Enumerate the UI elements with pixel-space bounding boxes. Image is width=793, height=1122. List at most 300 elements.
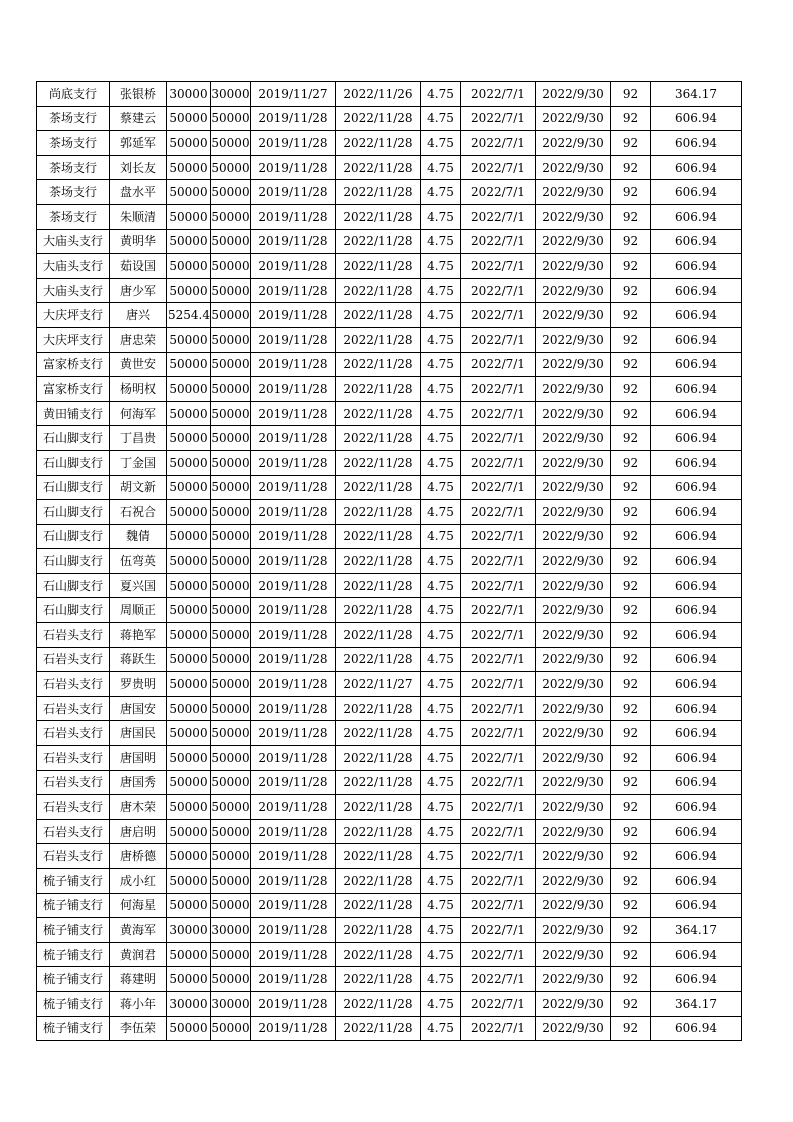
table-row xyxy=(37,573,742,598)
borrower-name-cell: 石祝合 xyxy=(110,500,167,525)
interest-days-cell: 92 xyxy=(611,229,651,254)
interest-amount-cell: 606.94 xyxy=(651,450,742,475)
interest-start-date-cell: 2022/7/1 xyxy=(461,647,536,672)
issue-date-cell: 2019/11/28 xyxy=(251,869,336,894)
interest-amount-cell: 606.94 xyxy=(651,180,742,205)
issue-date-cell: 2019/11/28 xyxy=(251,131,336,156)
interest-end-date-cell: 2022/9/30 xyxy=(536,991,611,1016)
interest-end-date-cell: 2022/9/30 xyxy=(536,426,611,451)
principal-cell: 50000 xyxy=(211,450,251,475)
interest-rate-cell: 4.75 xyxy=(421,1016,461,1041)
principal-cell: 50000 xyxy=(211,598,251,623)
interest-start-date-cell: 2022/7/1 xyxy=(461,475,536,500)
principal-cell: 50000 xyxy=(211,746,251,771)
issue-date-cell: 2019/11/27 xyxy=(251,82,336,107)
interest-days-cell: 92 xyxy=(611,401,651,426)
table-row xyxy=(37,696,742,721)
branch-cell: 大庙头支行 xyxy=(37,229,110,254)
loan-amount-cell: 50000 xyxy=(167,967,211,992)
interest-rate-cell: 4.75 xyxy=(421,106,461,131)
interest-days-cell: 92 xyxy=(611,991,651,1016)
issue-date-cell: 2019/11/28 xyxy=(251,377,336,402)
interest-amount-cell: 606.94 xyxy=(651,967,742,992)
principal-cell: 50000 xyxy=(211,401,251,426)
table-row xyxy=(37,426,742,451)
interest-rate-cell: 4.75 xyxy=(421,254,461,279)
borrower-name-cell: 何海军 xyxy=(110,401,167,426)
loan-amount-cell: 50000 xyxy=(167,524,211,549)
interest-end-date-cell: 2022/9/30 xyxy=(536,524,611,549)
interest-days-cell: 92 xyxy=(611,303,651,328)
interest-days-cell: 92 xyxy=(611,377,651,402)
maturity-date-cell: 2022/11/28 xyxy=(336,180,421,205)
interest-rate-cell: 4.75 xyxy=(421,377,461,402)
interest-end-date-cell: 2022/9/30 xyxy=(536,475,611,500)
interest-rate-cell: 4.75 xyxy=(421,327,461,352)
maturity-date-cell: 2022/11/28 xyxy=(336,278,421,303)
interest-rate-cell: 4.75 xyxy=(421,155,461,180)
interest-end-date-cell: 2022/9/30 xyxy=(536,746,611,771)
loan-amount-cell: 50000 xyxy=(167,155,211,180)
interest-rate-cell: 4.75 xyxy=(421,696,461,721)
table-row xyxy=(37,155,742,180)
interest-start-date-cell: 2022/7/1 xyxy=(461,696,536,721)
loan-amount-cell: 50000 xyxy=(167,377,211,402)
loan-interest-table xyxy=(36,81,742,1041)
interest-amount-cell: 606.94 xyxy=(651,229,742,254)
interest-rate-cell: 4.75 xyxy=(421,352,461,377)
loan-amount-cell: 50000 xyxy=(167,942,211,967)
interest-start-date-cell: 2022/7/1 xyxy=(461,254,536,279)
interest-amount-cell: 606.94 xyxy=(651,893,742,918)
table-row xyxy=(37,844,742,869)
borrower-name-cell: 蔡建云 xyxy=(110,106,167,131)
interest-start-date-cell: 2022/7/1 xyxy=(461,893,536,918)
interest-amount-cell: 606.94 xyxy=(651,623,742,648)
interest-start-date-cell: 2022/7/1 xyxy=(461,1016,536,1041)
interest-amount-cell: 606.94 xyxy=(651,573,742,598)
borrower-name-cell: 丁金国 xyxy=(110,450,167,475)
principal-cell: 50000 xyxy=(211,942,251,967)
interest-days-cell: 92 xyxy=(611,500,651,525)
issue-date-cell: 2019/11/28 xyxy=(251,573,336,598)
interest-end-date-cell: 2022/9/30 xyxy=(536,500,611,525)
branch-cell: 石岩头支行 xyxy=(37,623,110,648)
loan-amount-cell: 30000 xyxy=(167,918,211,943)
maturity-date-cell: 2022/11/28 xyxy=(336,918,421,943)
borrower-name-cell: 成小红 xyxy=(110,869,167,894)
branch-cell: 茶场支行 xyxy=(37,131,110,156)
loan-amount-cell: 50000 xyxy=(167,426,211,451)
interest-amount-cell: 606.94 xyxy=(651,844,742,869)
interest-amount-cell: 606.94 xyxy=(651,475,742,500)
interest-rate-cell: 4.75 xyxy=(421,942,461,967)
table-row xyxy=(37,1016,742,1041)
branch-cell: 茶场支行 xyxy=(37,180,110,205)
borrower-name-cell: 蒋小年 xyxy=(110,991,167,1016)
interest-amount-cell: 606.94 xyxy=(651,795,742,820)
interest-amount-cell: 606.94 xyxy=(651,942,742,967)
interest-start-date-cell: 2022/7/1 xyxy=(461,131,536,156)
interest-days-cell: 92 xyxy=(611,524,651,549)
loan-amount-cell: 50000 xyxy=(167,893,211,918)
loan-amount-cell: 50000 xyxy=(167,180,211,205)
interest-end-date-cell: 2022/9/30 xyxy=(536,598,611,623)
branch-cell: 茶场支行 xyxy=(37,155,110,180)
branch-cell: 石山脚支行 xyxy=(37,426,110,451)
branch-cell: 石山脚支行 xyxy=(37,450,110,475)
loan-amount-cell: 50000 xyxy=(167,401,211,426)
issue-date-cell: 2019/11/28 xyxy=(251,426,336,451)
table-row xyxy=(37,942,742,967)
table-row xyxy=(37,377,742,402)
branch-cell: 大庆坪支行 xyxy=(37,327,110,352)
issue-date-cell: 2019/11/28 xyxy=(251,647,336,672)
table-row xyxy=(37,352,742,377)
principal-cell: 50000 xyxy=(211,549,251,574)
interest-rate-cell: 4.75 xyxy=(421,82,461,107)
interest-start-date-cell: 2022/7/1 xyxy=(461,500,536,525)
interest-rate-cell: 4.75 xyxy=(421,450,461,475)
maturity-date-cell: 2022/11/26 xyxy=(336,82,421,107)
borrower-name-cell: 唐国秀 xyxy=(110,770,167,795)
maturity-date-cell: 2022/11/28 xyxy=(336,229,421,254)
borrower-name-cell: 黄明华 xyxy=(110,229,167,254)
maturity-date-cell: 2022/11/28 xyxy=(336,573,421,598)
interest-start-date-cell: 2022/7/1 xyxy=(461,401,536,426)
borrower-name-cell: 魏倩 xyxy=(110,524,167,549)
issue-date-cell: 2019/11/28 xyxy=(251,303,336,328)
interest-days-cell: 92 xyxy=(611,844,651,869)
principal-cell: 50000 xyxy=(211,229,251,254)
interest-days-cell: 92 xyxy=(611,327,651,352)
table-row xyxy=(37,106,742,131)
interest-days-cell: 92 xyxy=(611,696,651,721)
principal-cell: 50000 xyxy=(211,377,251,402)
interest-days-cell: 92 xyxy=(611,573,651,598)
borrower-name-cell: 唐少军 xyxy=(110,278,167,303)
issue-date-cell: 2019/11/28 xyxy=(251,746,336,771)
interest-end-date-cell: 2022/9/30 xyxy=(536,795,611,820)
principal-cell: 50000 xyxy=(211,696,251,721)
interest-start-date-cell: 2022/7/1 xyxy=(461,278,536,303)
interest-start-date-cell: 2022/7/1 xyxy=(461,770,536,795)
interest-amount-cell: 606.94 xyxy=(651,327,742,352)
interest-end-date-cell: 2022/9/30 xyxy=(536,918,611,943)
interest-start-date-cell: 2022/7/1 xyxy=(461,229,536,254)
interest-start-date-cell: 2022/7/1 xyxy=(461,623,536,648)
loan-amount-cell: 50000 xyxy=(167,106,211,131)
interest-start-date-cell: 2022/7/1 xyxy=(461,869,536,894)
table-row xyxy=(37,131,742,156)
interest-end-date-cell: 2022/9/30 xyxy=(536,204,611,229)
loan-amount-cell: 50000 xyxy=(167,278,211,303)
interest-rate-cell: 4.75 xyxy=(421,746,461,771)
interest-rate-cell: 4.75 xyxy=(421,844,461,869)
interest-rate-cell: 4.75 xyxy=(421,426,461,451)
interest-days-cell: 92 xyxy=(611,893,651,918)
interest-start-date-cell: 2022/7/1 xyxy=(461,155,536,180)
interest-end-date-cell: 2022/9/30 xyxy=(536,967,611,992)
interest-end-date-cell: 2022/9/30 xyxy=(536,106,611,131)
loan-amount-cell: 50000 xyxy=(167,795,211,820)
branch-cell: 石山脚支行 xyxy=(37,524,110,549)
borrower-name-cell: 伍弯英 xyxy=(110,549,167,574)
table-row xyxy=(37,401,742,426)
interest-end-date-cell: 2022/9/30 xyxy=(536,401,611,426)
borrower-name-cell: 丁昌贵 xyxy=(110,426,167,451)
interest-amount-cell: 606.94 xyxy=(651,1016,742,1041)
branch-cell: 大庙头支行 xyxy=(37,278,110,303)
interest-end-date-cell: 2022/9/30 xyxy=(536,869,611,894)
table-row xyxy=(37,918,742,943)
interest-rate-cell: 4.75 xyxy=(421,795,461,820)
principal-cell: 50000 xyxy=(211,623,251,648)
branch-cell: 石山脚支行 xyxy=(37,475,110,500)
interest-amount-cell: 606.94 xyxy=(651,721,742,746)
branch-cell: 石岩头支行 xyxy=(37,795,110,820)
interest-days-cell: 92 xyxy=(611,598,651,623)
maturity-date-cell: 2022/11/28 xyxy=(336,647,421,672)
interest-amount-cell: 606.94 xyxy=(651,647,742,672)
interest-start-date-cell: 2022/7/1 xyxy=(461,746,536,771)
interest-days-cell: 92 xyxy=(611,204,651,229)
borrower-name-cell: 唐启明 xyxy=(110,819,167,844)
table-row xyxy=(37,869,742,894)
interest-rate-cell: 4.75 xyxy=(421,278,461,303)
interest-rate-cell: 4.75 xyxy=(421,991,461,1016)
maturity-date-cell: 2022/11/28 xyxy=(336,426,421,451)
borrower-name-cell: 唐木荣 xyxy=(110,795,167,820)
branch-cell: 梳子铺支行 xyxy=(37,942,110,967)
interest-end-date-cell: 2022/9/30 xyxy=(536,942,611,967)
issue-date-cell: 2019/11/28 xyxy=(251,819,336,844)
interest-days-cell: 92 xyxy=(611,254,651,279)
branch-cell: 石岩头支行 xyxy=(37,696,110,721)
interest-days-cell: 92 xyxy=(611,450,651,475)
principal-cell: 50000 xyxy=(211,426,251,451)
interest-end-date-cell: 2022/9/30 xyxy=(536,647,611,672)
maturity-date-cell: 2022/11/28 xyxy=(336,204,421,229)
issue-date-cell: 2019/11/28 xyxy=(251,254,336,279)
interest-start-date-cell: 2022/7/1 xyxy=(461,991,536,1016)
interest-rate-cell: 4.75 xyxy=(421,401,461,426)
interest-days-cell: 92 xyxy=(611,942,651,967)
interest-days-cell: 92 xyxy=(611,819,651,844)
interest-end-date-cell: 2022/9/30 xyxy=(536,82,611,107)
interest-start-date-cell: 2022/7/1 xyxy=(461,82,536,107)
interest-start-date-cell: 2022/7/1 xyxy=(461,377,536,402)
interest-rate-cell: 4.75 xyxy=(421,770,461,795)
table-row xyxy=(37,746,742,771)
issue-date-cell: 2019/11/28 xyxy=(251,352,336,377)
interest-end-date-cell: 2022/9/30 xyxy=(536,549,611,574)
interest-rate-cell: 4.75 xyxy=(421,549,461,574)
interest-days-cell: 92 xyxy=(611,647,651,672)
issue-date-cell: 2019/11/28 xyxy=(251,672,336,697)
interest-days-cell: 92 xyxy=(611,82,651,107)
interest-amount-cell: 606.94 xyxy=(651,770,742,795)
interest-start-date-cell: 2022/7/1 xyxy=(461,180,536,205)
branch-cell: 石岩头支行 xyxy=(37,844,110,869)
interest-days-cell: 92 xyxy=(611,106,651,131)
maturity-date-cell: 2022/11/28 xyxy=(336,450,421,475)
interest-start-date-cell: 2022/7/1 xyxy=(461,106,536,131)
issue-date-cell: 2019/11/28 xyxy=(251,500,336,525)
loan-amount-cell: 50000 xyxy=(167,327,211,352)
borrower-name-cell: 周顺正 xyxy=(110,598,167,623)
principal-cell: 50000 xyxy=(211,475,251,500)
maturity-date-cell: 2022/11/28 xyxy=(336,819,421,844)
loan-amount-cell: 50000 xyxy=(167,672,211,697)
borrower-name-cell: 刘长友 xyxy=(110,155,167,180)
maturity-date-cell: 2022/11/28 xyxy=(336,795,421,820)
maturity-date-cell: 2022/11/28 xyxy=(336,327,421,352)
issue-date-cell: 2019/11/28 xyxy=(251,475,336,500)
interest-days-cell: 92 xyxy=(611,278,651,303)
principal-cell: 30000 xyxy=(211,82,251,107)
interest-end-date-cell: 2022/9/30 xyxy=(536,450,611,475)
borrower-name-cell: 唐国安 xyxy=(110,696,167,721)
principal-cell: 50000 xyxy=(211,844,251,869)
interest-rate-cell: 4.75 xyxy=(421,524,461,549)
borrower-name-cell: 张银桥 xyxy=(110,82,167,107)
loan-amount-cell: 50000 xyxy=(167,721,211,746)
interest-end-date-cell: 2022/9/30 xyxy=(536,303,611,328)
maturity-date-cell: 2022/11/28 xyxy=(336,401,421,426)
borrower-name-cell: 唐忠荣 xyxy=(110,327,167,352)
borrower-name-cell: 夏兴国 xyxy=(110,573,167,598)
issue-date-cell: 2019/11/28 xyxy=(251,893,336,918)
borrower-name-cell: 茹设国 xyxy=(110,254,167,279)
interest-start-date-cell: 2022/7/1 xyxy=(461,327,536,352)
issue-date-cell: 2019/11/28 xyxy=(251,967,336,992)
interest-rate-cell: 4.75 xyxy=(421,598,461,623)
maturity-date-cell: 2022/11/28 xyxy=(336,942,421,967)
interest-rate-cell: 4.75 xyxy=(421,721,461,746)
branch-cell: 黄田铺支行 xyxy=(37,401,110,426)
maturity-date-cell: 2022/11/28 xyxy=(336,721,421,746)
branch-cell: 石山脚支行 xyxy=(37,500,110,525)
principal-cell: 50000 xyxy=(211,893,251,918)
principal-cell: 50000 xyxy=(211,278,251,303)
interest-days-cell: 92 xyxy=(611,426,651,451)
interest-amount-cell: 606.94 xyxy=(651,204,742,229)
interest-start-date-cell: 2022/7/1 xyxy=(461,549,536,574)
table-row xyxy=(37,82,742,107)
loan-amount-cell: 50000 xyxy=(167,623,211,648)
loan-amount-cell: 50000 xyxy=(167,254,211,279)
branch-cell: 富家桥支行 xyxy=(37,352,110,377)
interest-amount-cell: 606.94 xyxy=(651,696,742,721)
issue-date-cell: 2019/11/28 xyxy=(251,229,336,254)
interest-end-date-cell: 2022/9/30 xyxy=(536,696,611,721)
interest-days-cell: 92 xyxy=(611,549,651,574)
issue-date-cell: 2019/11/28 xyxy=(251,204,336,229)
interest-start-date-cell: 2022/7/1 xyxy=(461,795,536,820)
table-row xyxy=(37,991,742,1016)
maturity-date-cell: 2022/11/28 xyxy=(336,623,421,648)
interest-amount-cell: 606.94 xyxy=(651,131,742,156)
branch-cell: 梳子铺支行 xyxy=(37,1016,110,1041)
interest-rate-cell: 4.75 xyxy=(421,475,461,500)
interest-days-cell: 92 xyxy=(611,623,651,648)
issue-date-cell: 2019/11/28 xyxy=(251,327,336,352)
interest-rate-cell: 4.75 xyxy=(421,180,461,205)
interest-amount-cell: 606.94 xyxy=(651,598,742,623)
maturity-date-cell: 2022/11/28 xyxy=(336,893,421,918)
maturity-date-cell: 2022/11/28 xyxy=(336,770,421,795)
issue-date-cell: 2019/11/28 xyxy=(251,549,336,574)
interest-end-date-cell: 2022/9/30 xyxy=(536,672,611,697)
borrower-name-cell: 郭延军 xyxy=(110,131,167,156)
maturity-date-cell: 2022/11/28 xyxy=(336,746,421,771)
loan-amount-cell: 50000 xyxy=(167,746,211,771)
borrower-name-cell: 蒋跃生 xyxy=(110,647,167,672)
branch-cell: 石山脚支行 xyxy=(37,573,110,598)
maturity-date-cell: 2022/11/28 xyxy=(336,696,421,721)
interest-end-date-cell: 2022/9/30 xyxy=(536,844,611,869)
interest-rate-cell: 4.75 xyxy=(421,819,461,844)
maturity-date-cell: 2022/11/28 xyxy=(336,524,421,549)
principal-cell: 50000 xyxy=(211,672,251,697)
borrower-name-cell: 黄海军 xyxy=(110,918,167,943)
interest-rate-cell: 4.75 xyxy=(421,131,461,156)
interest-end-date-cell: 2022/9/30 xyxy=(536,278,611,303)
interest-end-date-cell: 2022/9/30 xyxy=(536,327,611,352)
interest-start-date-cell: 2022/7/1 xyxy=(461,942,536,967)
table-row xyxy=(37,549,742,574)
interest-amount-cell: 606.94 xyxy=(651,377,742,402)
interest-amount-cell: 606.94 xyxy=(651,549,742,574)
issue-date-cell: 2019/11/28 xyxy=(251,278,336,303)
loan-amount-cell: 50000 xyxy=(167,573,211,598)
interest-start-date-cell: 2022/7/1 xyxy=(461,672,536,697)
interest-rate-cell: 4.75 xyxy=(421,500,461,525)
table-row xyxy=(37,647,742,672)
branch-cell: 石山脚支行 xyxy=(37,598,110,623)
loan-amount-cell: 5254.4 xyxy=(167,303,211,328)
issue-date-cell: 2019/11/28 xyxy=(251,991,336,1016)
table-row xyxy=(37,450,742,475)
branch-cell: 茶场支行 xyxy=(37,106,110,131)
loan-amount-cell: 30000 xyxy=(167,991,211,1016)
interest-days-cell: 92 xyxy=(611,1016,651,1041)
table-row xyxy=(37,229,742,254)
interest-amount-cell: 606.94 xyxy=(651,426,742,451)
loan-amount-cell: 50000 xyxy=(167,450,211,475)
interest-end-date-cell: 2022/9/30 xyxy=(536,623,611,648)
interest-start-date-cell: 2022/7/1 xyxy=(461,573,536,598)
interest-start-date-cell: 2022/7/1 xyxy=(461,450,536,475)
issue-date-cell: 2019/11/28 xyxy=(251,696,336,721)
borrower-name-cell: 胡文新 xyxy=(110,475,167,500)
interest-end-date-cell: 2022/9/30 xyxy=(536,377,611,402)
loan-amount-cell: 50000 xyxy=(167,869,211,894)
interest-days-cell: 92 xyxy=(611,131,651,156)
interest-end-date-cell: 2022/9/30 xyxy=(536,131,611,156)
interest-rate-cell: 4.75 xyxy=(421,303,461,328)
issue-date-cell: 2019/11/28 xyxy=(251,180,336,205)
borrower-name-cell: 唐国民 xyxy=(110,721,167,746)
issue-date-cell: 2019/11/28 xyxy=(251,844,336,869)
branch-cell: 梳子铺支行 xyxy=(37,893,110,918)
interest-rate-cell: 4.75 xyxy=(421,204,461,229)
principal-cell: 50000 xyxy=(211,573,251,598)
issue-date-cell: 2019/11/28 xyxy=(251,155,336,180)
interest-rate-cell: 4.75 xyxy=(421,229,461,254)
interest-amount-cell: 606.94 xyxy=(651,746,742,771)
